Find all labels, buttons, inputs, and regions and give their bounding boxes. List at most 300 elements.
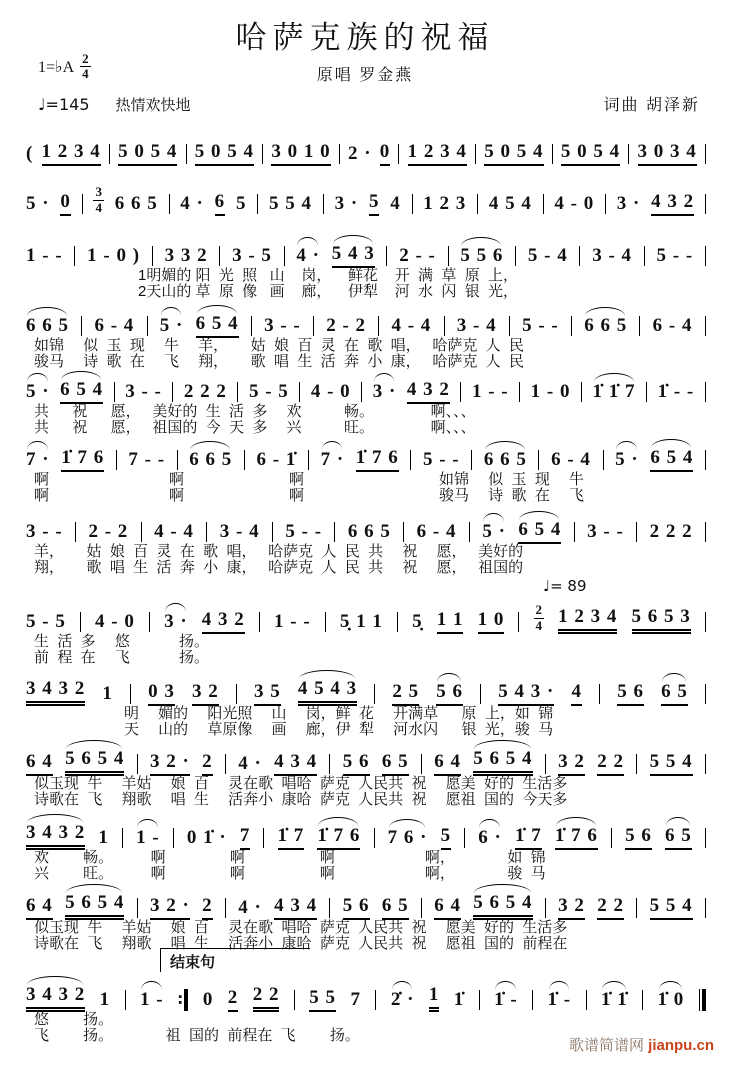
note-group: 5 ·	[482, 521, 506, 542]
note-group: 6 5 4	[650, 447, 693, 472]
bar-line	[325, 612, 326, 632]
bar-line	[177, 450, 178, 470]
bar-line	[361, 382, 362, 402]
bar-line	[552, 144, 553, 164]
note-group: 1 - -	[274, 611, 311, 632]
bar-line	[581, 382, 582, 402]
note-group: 2	[202, 895, 213, 920]
music-system	[26, 186, 706, 216]
note-group: 6 6 5	[347, 521, 391, 542]
bar-line	[444, 316, 445, 336]
note-group: 6 5 4	[196, 313, 239, 338]
note-group: 3 ·	[372, 381, 397, 402]
lyric-line: 共 祝 愿， 祖国的 今 天 多 兴 旺。 啊、、、	[34, 419, 476, 436]
note-group: 6 5	[382, 895, 409, 920]
bar-line	[284, 246, 285, 266]
bar-line	[74, 246, 75, 266]
note-group: 5 ·	[159, 315, 184, 336]
note-group: 1 - 0	[530, 381, 571, 402]
note-group: 3 - -	[264, 315, 301, 336]
note-group: 2 2	[597, 751, 624, 776]
bar-line	[262, 144, 263, 164]
note-group: 5 - -	[285, 521, 323, 542]
note-group: 3 0 3 4	[638, 141, 697, 166]
note-group: 5 - -	[656, 245, 694, 266]
bar-line	[374, 684, 375, 704]
tempo-change: ♩= 89	[543, 577, 587, 595]
lyric-line: 翔， 歌 唱 生 活 奔 小 康， 哈萨克 人 民 共 祝 愿， 祖国的	[34, 559, 524, 576]
bar-line	[137, 898, 138, 918]
bar-line	[329, 754, 330, 774]
note-group: 1	[99, 989, 111, 1010]
note-group: 1 - -	[471, 381, 509, 402]
note-group: 1	[98, 827, 109, 848]
lyric-line: 似玉现 牛 羊姑 娘 百 灵在歌 唱哈 萨克 人民共 祝 愿美 好的 生活多	[34, 919, 568, 936]
lyric-line: 飞 扬。 祖 国的 前程在 飞 扬。	[34, 1027, 360, 1044]
note-group: 7 ·	[26, 449, 50, 470]
note-group: 2 5	[392, 681, 419, 706]
bar-line	[130, 684, 131, 704]
bar-line	[574, 522, 575, 542]
note-group: 3 2	[558, 751, 585, 776]
note-group: 5 5 4	[650, 895, 693, 920]
note-group: 3 - 5	[232, 245, 272, 266]
music-system	[26, 820, 706, 850]
note-group: 1	[429, 984, 440, 1012]
note-group: 2 2	[597, 895, 624, 920]
bar-line	[705, 612, 706, 632]
note-group: 4 5 4	[488, 193, 532, 214]
note-group: 1 0	[478, 609, 505, 634]
note-group: 3 2 ·	[150, 895, 190, 920]
note-group: 3 5	[254, 681, 281, 706]
note-group: 6 - 4	[652, 315, 693, 336]
note-group: 5 6	[617, 681, 644, 706]
bar-line	[410, 450, 411, 470]
note-group: 6 6 5	[26, 315, 69, 336]
note-group: 5̣	[412, 611, 423, 632]
bar-line	[421, 898, 422, 918]
note-group: 5	[235, 193, 247, 214]
bar-line	[263, 828, 264, 848]
music-system	[26, 514, 706, 544]
note-group: 4 - 0	[95, 611, 135, 632]
note-group: 4 - 0	[554, 193, 595, 214]
bar-line	[538, 450, 539, 470]
note-group: 6 4	[26, 895, 53, 920]
note-group: 4 3 2	[407, 379, 450, 404]
note-group: 4 3 4	[274, 895, 317, 920]
note-group: 6 5	[661, 681, 688, 706]
bar-line	[545, 754, 546, 774]
bar-line	[636, 754, 637, 774]
note-group: 2 2 2	[183, 381, 227, 402]
bar-line	[636, 522, 637, 542]
note-group: 1 -	[140, 989, 164, 1010]
bar-line	[386, 246, 387, 266]
bar-line	[705, 898, 706, 918]
music-system	[26, 982, 706, 1012]
bar-line	[705, 246, 706, 266]
bar-line	[644, 246, 645, 266]
note-group: (	[26, 143, 34, 164]
note-group: 5 - 5	[248, 381, 289, 402]
bar-line	[412, 194, 413, 214]
bar-line	[374, 828, 375, 848]
note-group: 1̇ 7 6	[61, 447, 104, 472]
note-group: 6 6 5	[114, 193, 158, 214]
note-group: 1 2 3 4	[408, 141, 467, 166]
note-group: 3 - 4	[219, 521, 260, 542]
note-group: 1̇ 1̇	[600, 989, 628, 1010]
bar-line	[186, 144, 187, 164]
music-system	[26, 746, 706, 776]
bar-line	[308, 450, 309, 470]
note-group: 1 2 3	[423, 193, 467, 214]
bar-line	[172, 382, 173, 402]
note-group: 4 - 4	[154, 521, 194, 542]
note-group: 5 - 5	[26, 611, 66, 632]
bar-line	[599, 684, 600, 704]
note-group: 6 - 4	[416, 521, 457, 542]
note-group: 6 - 4	[94, 315, 135, 336]
note-group: 6 4	[434, 751, 461, 776]
lyric-line: 明 媚的 阳光照 山 岗，鲜 花 开满草 原 上，如 锦	[124, 705, 554, 722]
note-group: 5 0 5 4	[118, 141, 177, 166]
bar-line	[219, 246, 220, 266]
note-group: 7	[240, 825, 251, 850]
note-group: 1 2 3 4	[42, 141, 101, 166]
bar-line	[378, 316, 379, 336]
bar-line	[571, 316, 572, 336]
note-group: 3 - -	[26, 521, 63, 542]
note-group: 5 6 5 3	[632, 606, 691, 634]
note-group: 4 - 4	[391, 315, 432, 336]
bar-line	[397, 612, 398, 632]
bar-line	[141, 522, 142, 542]
bar-line	[206, 522, 207, 542]
note-group: 5	[441, 825, 452, 850]
bar-line	[313, 316, 314, 336]
mood-text: 热情欢快地	[115, 97, 191, 114]
bar-line	[137, 754, 138, 774]
note-group: 3 2	[192, 681, 219, 706]
bar-line	[460, 382, 461, 402]
bar-line	[149, 612, 150, 632]
note-group: 3 2 ·	[150, 751, 190, 776]
music-system	[26, 442, 706, 472]
lyric-line: 天 山的 草原像 画 廊，伊 犁 河水闪 银 光，骏 马	[124, 721, 554, 738]
note-group: 4 ·	[238, 753, 262, 774]
repeat-bar: ∶	[178, 989, 188, 1011]
bar-line	[169, 194, 170, 214]
note-group: 3 3 2	[164, 245, 208, 266]
lyric-line: 诗歌在 飞 翔歌 唱 生 活奔小 康哈 萨克 人民共 祝 愿祖 国的 前程在	[34, 935, 568, 952]
note-group: 2̇ ·	[390, 989, 415, 1010]
lyric-line: 似玉现 牛 羊姑 娘 百 灵在歌 唱哈 萨克 人民共 祝 愿美 好的 生活多	[34, 775, 568, 792]
bar-line	[251, 316, 252, 336]
bar-line	[244, 450, 245, 470]
lyric-line: 1明媚的 阳 光 照 山 岗， 鲜花 开 满 草 原 上，	[138, 267, 519, 284]
time-signature: $\frac{2}{4}$	[535, 602, 543, 633]
bar-line	[122, 828, 123, 848]
bar-line	[519, 382, 520, 402]
bar-line	[480, 684, 481, 704]
bar-line	[543, 194, 544, 214]
note-group: 6 - 1̇	[256, 449, 297, 470]
ending-phrase-label: 结束句	[160, 948, 310, 972]
note-group: 2 ·	[348, 143, 372, 164]
note-group: 5 5 6	[460, 245, 504, 266]
note-group: 1 - -	[26, 245, 63, 266]
bar-line	[705, 450, 706, 470]
bar-line	[705, 828, 706, 848]
note-group: 5 6	[625, 825, 652, 850]
bar-line	[518, 612, 519, 632]
note-group: 4 ·	[180, 193, 204, 214]
note-group: 6 4	[26, 751, 53, 776]
music-system	[26, 238, 706, 268]
watermark-domain[interactable]: jianpu.cn	[648, 1037, 714, 1054]
bar-line	[398, 144, 399, 164]
bar-line	[636, 898, 637, 918]
note-group: 0	[202, 989, 214, 1010]
note-group: 1 2 3 4	[558, 606, 617, 634]
bar-line	[705, 522, 706, 542]
final-bar	[699, 989, 706, 1011]
page-title: 哈萨克族的祝福	[235, 20, 495, 55]
bar-line	[114, 382, 115, 402]
bar-line	[705, 684, 706, 704]
note-group: 0	[60, 191, 71, 216]
note-group: 3 4 3 2	[26, 678, 85, 706]
note-group: 7 ·	[320, 449, 345, 470]
note-group: 1̇ -	[547, 989, 572, 1010]
music-system	[26, 676, 706, 706]
lyric-line: 如锦 似 玉 现 牛 羊， 姑 娘 百 灵 在 歌 唱， 哈萨克 人 民	[34, 337, 525, 354]
note-group: 5	[369, 191, 380, 216]
note-group: 0 1̇ ·	[186, 827, 227, 848]
note-group: 1 -	[136, 827, 160, 848]
note-group: 2 - 2	[326, 315, 367, 336]
bar-line	[628, 144, 629, 164]
note-group: 4 - 0	[310, 381, 351, 402]
lyric-line: 共 祝 愿， 美好的 生 活 多 欢 畅。 啊、、、	[34, 403, 476, 420]
note-group: 5 ·	[615, 449, 639, 470]
lyric-line: 2天山的 草 原 像 画 廊， 伊犁 河 水 闪 银 光，	[138, 283, 519, 300]
watermark-site: 歌谱简谱网	[568, 1037, 649, 1054]
bar-line	[125, 990, 126, 1010]
composer-credit: 词曲 胡泽新	[603, 97, 700, 114]
note-group: 5 ·	[26, 381, 50, 402]
note-group: 6 6 5	[189, 449, 233, 470]
music-system	[26, 604, 706, 634]
bar-line	[236, 684, 237, 704]
lyric-line: 前 程 在 飞 扬。	[34, 649, 210, 666]
bar-line	[237, 382, 238, 402]
bar-line	[294, 990, 295, 1010]
note-group: 2 - 2	[88, 521, 129, 542]
bar-line	[639, 316, 640, 336]
note-group: 0 3	[148, 681, 175, 706]
note-group: 6 - 4	[551, 449, 591, 470]
note-group: 4 ·	[296, 245, 320, 266]
note-group: 7 6 ·	[387, 827, 428, 848]
note-group: 7	[350, 989, 361, 1010]
note-group: 5 6	[436, 681, 463, 706]
note-group: 0	[380, 141, 391, 166]
bar-line	[705, 382, 706, 402]
lyric-line: 欢 畅。 啊 啊 啊 啊， 如 锦	[34, 849, 546, 866]
time-bottom: 4	[82, 66, 89, 82]
lyric-line: 诗歌在 飞 翔歌 唱 生 活奔小 康哈 萨克 人民共 祝 愿祖 国的 今天多	[34, 791, 568, 808]
bar-line	[705, 144, 706, 164]
note-group: 4 3 4	[274, 751, 317, 776]
bar-line	[532, 990, 533, 1010]
bar-line	[81, 316, 82, 336]
lyric-line: 啊 啊 啊 骏马 诗 歌 在 飞	[34, 487, 585, 504]
bar-line	[705, 194, 706, 214]
note-group: 5 - -	[422, 449, 460, 470]
note-group: 3 - -	[587, 521, 624, 542]
note-group: 4 5 4 3	[298, 678, 357, 706]
note-group: 5 6	[343, 895, 370, 920]
note-group: 5 6	[343, 751, 370, 776]
note-group: 3 2	[558, 895, 585, 920]
note-group: 6 5	[382, 751, 409, 776]
note-group: 6 6 5	[584, 315, 628, 336]
note-group: 5 4 3	[332, 243, 375, 268]
note-group: 5̣ 1 1	[339, 611, 383, 632]
key-text: 1=♭A	[38, 59, 75, 77]
note-group: 6 4	[434, 895, 461, 920]
tempo-marking: ♩=145	[38, 95, 90, 114]
note-group: 2	[202, 751, 213, 776]
note-group: 4 3 2	[651, 191, 694, 216]
note-group: 5 - 4	[527, 245, 568, 266]
note-group: 5 5 4	[650, 751, 693, 776]
note-group: 2 2 2	[649, 521, 693, 542]
bar-line	[334, 522, 335, 542]
bar-line	[403, 522, 404, 542]
bar-line	[116, 450, 117, 470]
bar-line	[646, 382, 647, 402]
watermark	[569, 1034, 714, 1055]
bar-line	[579, 246, 580, 266]
music-system	[26, 136, 706, 166]
note-group: 4 3 2	[202, 609, 245, 634]
note-group: 1̇	[453, 989, 465, 1010]
bar-line	[421, 754, 422, 774]
note-group: 5 0 5 4	[195, 141, 254, 166]
note-group: 3 0 1 0	[271, 141, 330, 166]
bar-line	[80, 612, 81, 632]
bar-line	[225, 898, 226, 918]
bar-line	[375, 990, 376, 1010]
bar-line	[515, 246, 516, 266]
note-group: 1̇ -	[494, 989, 518, 1010]
bar-line	[75, 522, 76, 542]
original-singer: 原唱 罗金燕	[316, 67, 414, 84]
note-group: 3 - 4	[456, 315, 497, 336]
note-group: 3 ·	[616, 193, 641, 214]
note-group: 7 - -	[128, 449, 166, 470]
note-group: 1̇ 7 6	[317, 825, 360, 850]
lyric-line: 生 活 多 悠 扬。	[34, 633, 210, 650]
lyric-line: 啊 啊 啊 如锦 似 玉 现 牛	[34, 471, 585, 488]
note-group: 6 5	[665, 825, 692, 850]
lyric-line: 骏马 诗 歌 在 飞 翔， 歌 唱 生 活 奔 小 康， 哈萨克 人 民	[34, 353, 525, 370]
bar-line	[705, 316, 706, 336]
note-group: 5 0 5 4	[561, 141, 620, 166]
note-group: 5 0 5 4	[484, 141, 543, 166]
note-group: 6 6 5	[483, 449, 527, 470]
note-group: 2 - -	[399, 245, 436, 266]
note-group: 1̇ 1̇ 7	[592, 381, 636, 402]
note-group: 4	[571, 681, 582, 706]
bar-line	[329, 898, 330, 918]
bar-line	[323, 194, 324, 214]
bar-line	[605, 194, 606, 214]
bar-line	[225, 754, 226, 774]
bar-line	[339, 144, 340, 164]
note-group: 4	[390, 193, 401, 214]
time-top: 2	[82, 51, 89, 66]
note-group: 4 ·	[238, 897, 262, 918]
note-group: 3 ·	[164, 611, 188, 632]
bar-line	[259, 612, 260, 632]
music-system	[26, 890, 706, 920]
note-group: 3 - 4	[592, 245, 633, 266]
bar-line	[475, 144, 476, 164]
bar-line	[173, 828, 174, 848]
note-group: 3 4 3 2	[26, 822, 85, 850]
note-group: 3 - -	[125, 381, 162, 402]
note-group: 1̇ 7	[278, 825, 305, 850]
bar-line	[471, 450, 472, 470]
bar-line	[509, 316, 510, 336]
bar-line	[469, 522, 470, 542]
bar-line	[611, 828, 612, 848]
note-group: 5 - -	[522, 315, 559, 336]
bar-line	[257, 194, 258, 214]
note-group: 5 ·	[26, 193, 50, 214]
note-group: 1̇ 0	[657, 989, 685, 1010]
lyric-line: 羊， 姑 娘 百 灵 在 歌 唱， 哈萨克 人 民 共 祝 愿， 美好的	[34, 543, 524, 560]
note-group: 6	[215, 191, 226, 216]
time-signature: $\frac{3}{4}$	[95, 184, 102, 215]
note-group: 1	[102, 683, 113, 704]
bar-line	[479, 990, 480, 1010]
bar-line	[464, 828, 465, 848]
bar-line	[299, 382, 300, 402]
note-group: 5 5 4	[269, 193, 312, 214]
note-group: 1̇ 7 6	[356, 447, 399, 472]
note-group: 2 2	[253, 984, 280, 1012]
bar-line	[477, 194, 478, 214]
bar-line	[448, 246, 449, 266]
lyric-line: 悠 扬。	[34, 1011, 114, 1028]
bar-line	[705, 754, 706, 774]
bar-line	[545, 898, 546, 918]
note-group: 6 5 4	[60, 379, 103, 404]
note-group: 5 4 3 ·	[498, 681, 554, 706]
bar-line	[642, 990, 643, 1010]
note-group: 5 6 5 4	[473, 892, 532, 920]
note-group: 6 ·	[478, 827, 502, 848]
bar-line	[147, 316, 148, 336]
note-group: 1̇ 7	[515, 825, 542, 850]
